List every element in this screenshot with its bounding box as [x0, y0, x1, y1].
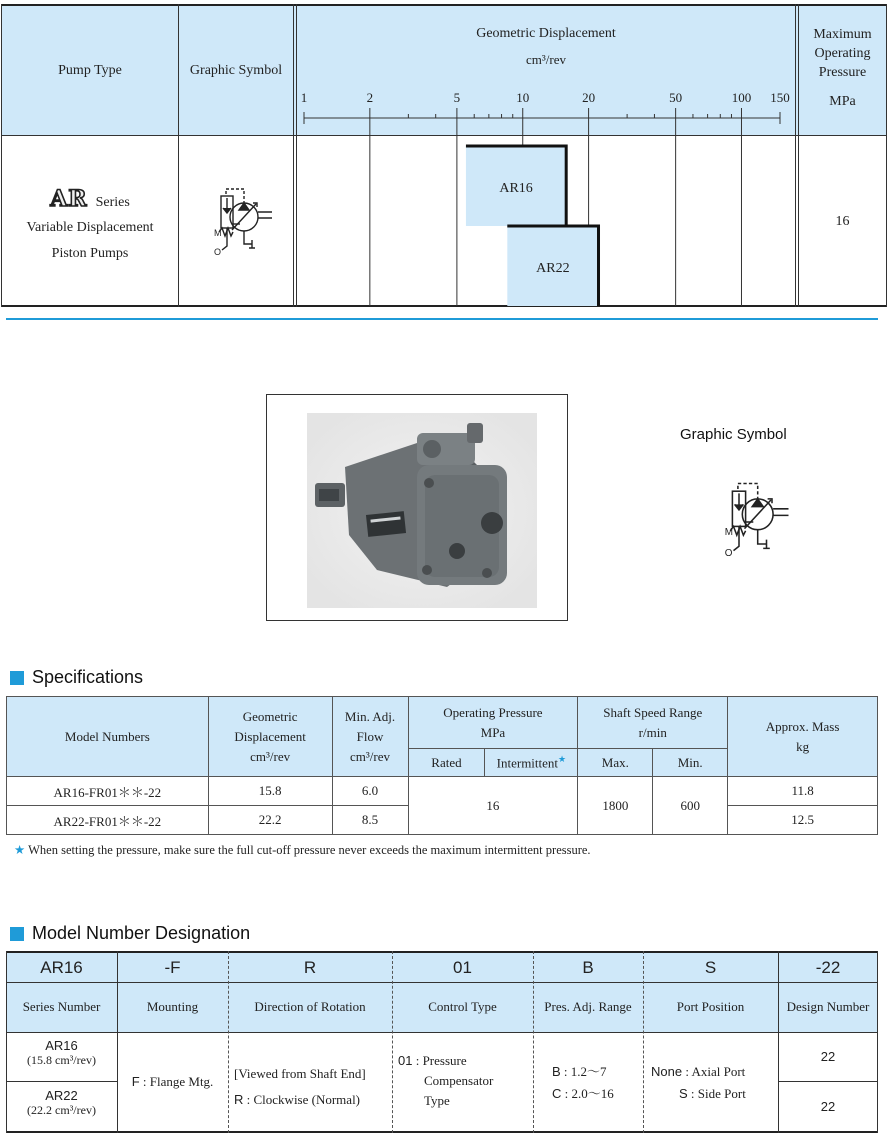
- header-max-pressure-2: Operating: [814, 46, 871, 61]
- label-rotation: Direction of Rotation: [254, 999, 366, 1014]
- spec-mass-1: 11.8: [728, 777, 878, 806]
- rotation-option: [Viewed from Shaft End] R : Clockwise (Normal): [234, 1066, 366, 1107]
- range-bar-label: AR16: [499, 181, 533, 196]
- pump-desc-1: Variable Displacement: [26, 220, 154, 235]
- table-graphic-symbol: [192, 184, 282, 269]
- scale-tick-label: 150: [770, 90, 790, 105]
- symbol-large-o-letter: O: [724, 548, 733, 560]
- table-row: [7, 777, 878, 806]
- pressure-range-option: B : 1.2～7 C : 2.0～16: [552, 1064, 614, 1101]
- note-text: When setting the pressure, make sure the full cut-off pressure never exceeds the maximum intermittent pressure.: [28, 843, 591, 857]
- model-designation-table: [6, 951, 878, 1133]
- scale-tick-label: 2: [366, 90, 374, 105]
- spec-model-1: AR16-FR01＊＊-22: [7, 777, 209, 806]
- spec-speed-max: 1800: [578, 777, 653, 835]
- spec-note: [14, 842, 874, 858]
- label-port: Port Position: [676, 999, 745, 1014]
- model-designation-title: Model Number Designation: [32, 923, 251, 943]
- control-option: 01 : Pressure Compensator Type: [398, 1053, 494, 1108]
- port-option: None : Axial Port S : Side Port: [651, 1064, 746, 1101]
- spec-speed-min: 600: [653, 777, 728, 835]
- spec-header-max: Max.: [578, 749, 653, 777]
- symbol-o-letter: O: [214, 247, 222, 257]
- spec-header-flow: Min. Adj. Flow cm³/rev: [332, 697, 408, 777]
- spec-header-operating-pressure: Operating Pressure MPa: [408, 697, 578, 749]
- spec-mass-2: 12.5: [728, 806, 878, 835]
- code-rotation: R: [303, 957, 317, 977]
- spec-header-rated: Rated: [408, 749, 485, 777]
- range-bar-label: AR22: [536, 261, 570, 276]
- design-option-1: 22: [820, 1049, 836, 1064]
- pump-photo-illustration: [267, 395, 567, 620]
- intermittent-star-icon: ★: [558, 753, 567, 764]
- pump-symbol-icon: [192, 184, 282, 264]
- top-table: [0, 0, 888, 310]
- label-mounting: Mounting: [146, 999, 199, 1014]
- blue-divider: [6, 318, 878, 320]
- spec-header-model: Model Numbers: [7, 697, 209, 777]
- scale-tick-label: 10: [516, 90, 530, 105]
- series-word: Series: [95, 195, 130, 210]
- label-control: Control Type: [428, 999, 497, 1014]
- graphic-symbol-title: Graphic Symbol: [680, 426, 787, 443]
- note-star-icon: ★: [14, 843, 26, 857]
- scale-tick-label: 1: [300, 90, 308, 105]
- spec-disp-2: 22.2: [208, 806, 332, 835]
- code-design: -22: [815, 957, 841, 977]
- spec-header-min: Min.: [653, 749, 728, 777]
- scale-tick-label: 20: [582, 90, 596, 105]
- scale-tick-label: 50: [669, 90, 683, 105]
- spec-flow-1: 6.0: [332, 777, 408, 806]
- header-graphic-symbol: Graphic Symbol: [189, 63, 283, 78]
- graphic-symbol-large: [700, 478, 800, 571]
- header-geometric-displacement: Geometric Displacement: [476, 26, 616, 41]
- spec-disp-1: 15.8: [208, 777, 332, 806]
- spec-pressure: 16: [408, 777, 578, 835]
- scale-tick-label: 100: [731, 90, 752, 105]
- symbol-m-letter: M: [214, 228, 222, 238]
- label-design: Design Number: [786, 999, 870, 1014]
- spec-header-intermittent: Intermittent★: [485, 749, 578, 777]
- header-max-pressure-1: Maximum: [813, 27, 872, 42]
- spec-header-mass: Approx. Mass kg: [728, 697, 878, 777]
- spec-flow-2: 8.5: [332, 806, 408, 835]
- header-max-pressure-3: Pressure: [818, 65, 867, 80]
- mounting-option: F : Flange Mtg.: [131, 1073, 214, 1089]
- design-option-2: 22: [820, 1098, 836, 1114]
- series-option-1: AR16 (15.8 cm³/rev): [27, 1038, 96, 1067]
- specifications-table: [6, 696, 878, 835]
- series-option-2: AR22 (22.2 cm³/rev): [27, 1088, 96, 1117]
- series-title: [2, 186, 178, 214]
- header-max-pressure-unit: MPa: [829, 94, 856, 109]
- code-pressure-range: B: [582, 957, 594, 977]
- scale-tick-label: 5: [453, 90, 461, 105]
- spec-header-shaft-speed: Shaft Speed Range r/min: [578, 697, 728, 749]
- symbol-large-m-letter: M: [724, 527, 733, 539]
- model-designation-marker: [10, 927, 24, 941]
- spec-model-2: AR22-FR01＊＊-22: [7, 806, 209, 835]
- specifications-marker: [10, 671, 24, 685]
- code-series: AR16: [40, 957, 83, 977]
- label-pressure-range: Pres. Adj. Range: [544, 999, 632, 1014]
- pump-symbol-large-icon: [700, 478, 800, 566]
- header-pump-type: Pump Type: [58, 63, 122, 78]
- code-port: S: [704, 957, 717, 977]
- product-photo: [266, 394, 568, 621]
- pump-desc-2: Piston Pumps: [51, 246, 129, 261]
- header-geometric-unit: cm³/rev: [526, 52, 566, 67]
- spec-header-displacement: Geometric Displacement cm³/rev: [208, 697, 332, 777]
- code-control: 01: [453, 957, 472, 977]
- series-logo: AR: [50, 186, 88, 212]
- max-pressure-value: 16: [835, 214, 850, 229]
- label-series: Series Number: [22, 999, 101, 1014]
- code-mounting: -F: [164, 957, 181, 977]
- specifications-title: Specifications: [32, 667, 144, 687]
